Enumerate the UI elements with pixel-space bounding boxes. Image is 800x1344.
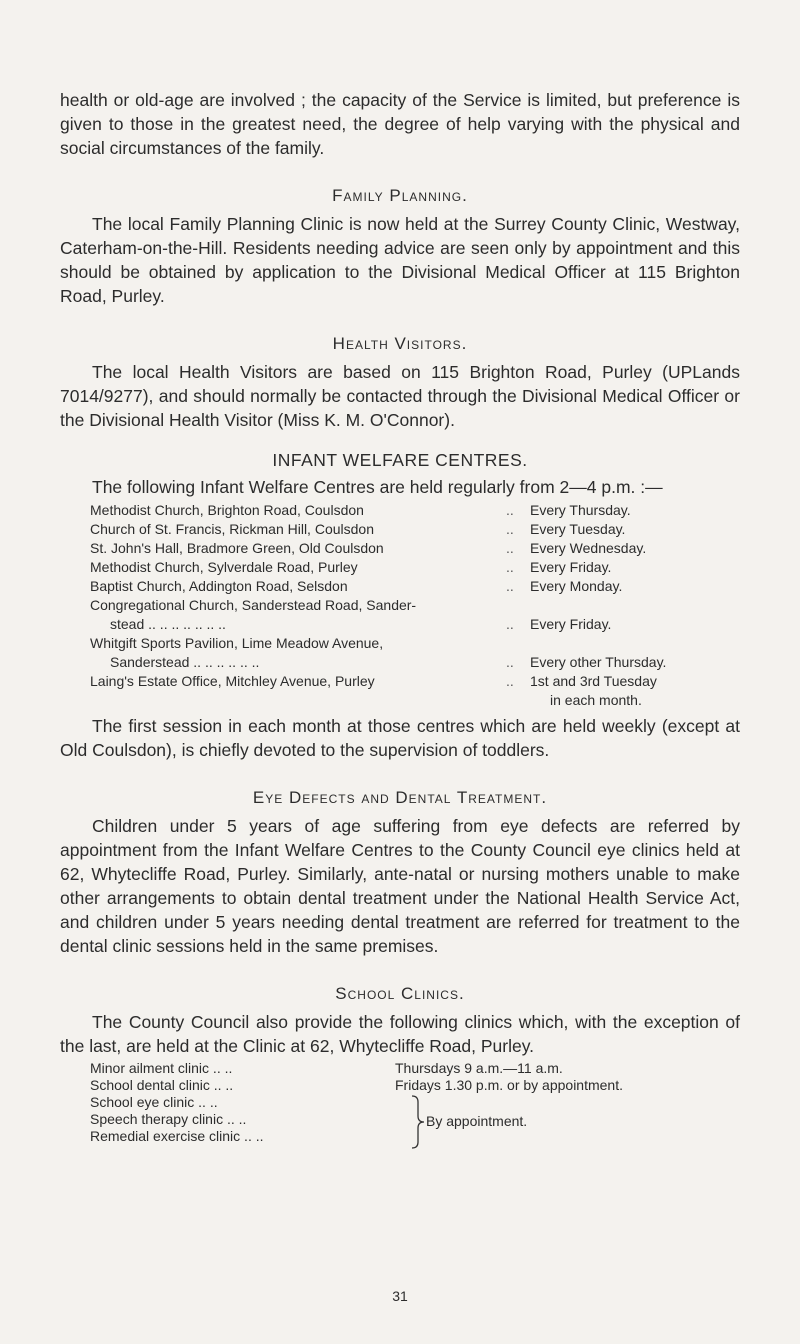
leader-dots: .. <box>506 654 514 670</box>
clinic-name: Speech therapy clinic .. .. <box>90 1111 247 1127</box>
centre-day-text: Every Tuesday. <box>530 521 626 537</box>
centre-place-line: Baptist Church, Addington Road, Selsdon <box>90 578 348 594</box>
clinic-row <box>90 1060 623 1077</box>
clinic-time <box>395 1094 623 1111</box>
centre-row <box>90 577 740 596</box>
clinic-time <box>395 1128 623 1145</box>
centre-place <box>90 539 506 558</box>
centre-row <box>90 558 740 577</box>
centre-day <box>530 596 740 634</box>
centre-day-text: Every Wednesday. <box>530 540 647 556</box>
centre-row <box>90 501 740 520</box>
centre-day-continuation: in each month. <box>550 692 642 708</box>
family-planning-text: The local Family Planning Clinic is now held at the Surrey County Clinic, Westway, Caterham-on-the-Hill. Residents needing advice are seen only by appointment and this should be obtained by application to the Divisional Medical Officer at 115 Brighton Road, Purley. <box>60 214 740 306</box>
infant-welfare-intro: The following Infant Welfare Centres are held regularly from 2—4 p.m. :— <box>92 477 663 497</box>
clinic-name: Minor ailment clinic .. .. <box>90 1060 233 1076</box>
leader-dots: .. <box>506 616 514 632</box>
page-number: 31 <box>392 1288 408 1304</box>
school-clinics-intro: The County Council also provide the following clinics which, with the exception of the last, are held at the Clinic at 62, Whytecliffe Road, Purley. <box>60 1012 740 1056</box>
clinic-row <box>90 1128 623 1145</box>
centre-place <box>90 520 506 539</box>
centre-place-line: Methodist Church, Sylverdale Road, Purley <box>90 559 358 575</box>
centre-day-text: Every Monday. <box>530 578 623 594</box>
centre-day <box>530 539 740 558</box>
centre-day-text: Every other Thursday. <box>530 654 667 670</box>
clinic-row <box>90 1077 623 1094</box>
leader-dots: .. <box>506 502 514 518</box>
centre-place-line: St. John's Hall, Bradmore Green, Old Coulsdon <box>90 540 384 556</box>
centre-day <box>530 634 740 672</box>
infant-welfare-table <box>90 501 740 710</box>
school-clinics-list <box>60 1060 740 1145</box>
centre-place <box>90 672 506 710</box>
centre-place-line: Methodist Church, Brighton Road, Coulsdon <box>90 502 364 518</box>
centre-day-text: 1st and 3rd Tuesday <box>530 673 657 689</box>
leader-dots: .. <box>506 578 514 594</box>
clinic-name: School dental clinic .. .. <box>90 1077 234 1093</box>
eye-dental-text: Children under 5 years of age suffering from eye defects are referred by appointment from the Infant Welfare Centres to the County Council eye clinics held at 62, Whytecliffe Road, Purley. Similarly, ante-natal or nursing mothers unable to make other arrangements to obtain dental treatment under the National Health Service Act, and children under 5 years needing dental treatment are referred for treatment to the dental clinic sessions held in the same premises. <box>60 816 740 956</box>
health-visitors-text: The local Health Visitors are based on 115 Brighton Road, Purley (UPLands 7014/9277), and should normally be contacted through the Divisional Medical Officer or the Divisional Health Visitor (Miss K. M. O'Connor). <box>60 362 740 430</box>
centre-place-line: Church of St. Francis, Rickman Hill, Coulsdon <box>90 521 374 537</box>
centre-day-text: Every Friday. <box>530 559 612 575</box>
brace-icon <box>408 1094 428 1150</box>
infant-welfare-note: The first session in each month at those centres which are held weekly (except at Old Coulsdon), is chiefly devoted to the supervision of toddlers. <box>60 716 740 760</box>
document-page <box>60 88 740 1145</box>
centre-day-text: Every Thursday. <box>530 502 631 518</box>
centre-place-continuation: Sanderstead .. .. .. .. .. .. <box>110 654 260 670</box>
centre-day <box>530 577 740 596</box>
clinic-time: Fridays 1.30 p.m. or by appointment. <box>395 1077 623 1093</box>
infant-welfare-heading: INFANT WELFARE CENTRES. <box>272 450 528 470</box>
health-visitors-heading: Health Visitors. <box>332 334 468 353</box>
centre-day <box>530 558 740 577</box>
centre-row <box>90 539 740 558</box>
by-appointment-label: By appointment. <box>426 1113 528 1129</box>
leader-dots: .. <box>506 521 514 537</box>
intro-paragraph: health or old-age are involved ; the capacity of the Service is limited, but preference is given to those in the greatest need, the degree of help varying with the physical and social circumstances of the family. <box>60 90 740 158</box>
centre-place-line: Laing's Estate Office, Mitchley Avenue, Purley <box>90 673 375 689</box>
clinic-row <box>90 1111 623 1128</box>
centre-place <box>90 501 506 520</box>
clinic-name: Remedial exercise clinic .. .. <box>90 1128 264 1144</box>
clinic-row <box>90 1094 623 1111</box>
centre-day-text: Every Friday. <box>530 616 612 632</box>
centre-row <box>90 520 740 539</box>
centre-place-continuation: stead .. .. .. .. .. .. .. <box>110 616 226 632</box>
centre-place-line: Whitgift Sports Pavilion, Lime Meadow Avenue, <box>90 635 384 651</box>
centre-day <box>530 672 740 710</box>
family-planning-heading: Family Planning. <box>332 186 468 205</box>
centre-place <box>90 577 506 596</box>
centre-row <box>90 596 740 634</box>
centre-row <box>90 672 740 710</box>
leader-dots: .. <box>506 559 514 575</box>
leader-dots: .. <box>506 540 514 556</box>
centre-day <box>530 520 740 539</box>
centre-row <box>90 634 740 672</box>
eye-dental-heading: Eye Defects and Dental Treatment. <box>252 788 548 807</box>
clinic-time: Thursdays 9 a.m.—11 a.m. <box>395 1060 563 1076</box>
centre-place <box>90 596 506 634</box>
centre-place <box>90 558 506 577</box>
centre-day <box>530 501 740 520</box>
school-clinics-heading: School Clinics. <box>335 984 465 1003</box>
leader-dots: .. <box>506 673 514 689</box>
clinic-name: School eye clinic .. .. <box>90 1094 218 1110</box>
centre-place-line: Congregational Church, Sanderstead Road, Sander- <box>90 597 417 613</box>
centre-place <box>90 634 506 672</box>
